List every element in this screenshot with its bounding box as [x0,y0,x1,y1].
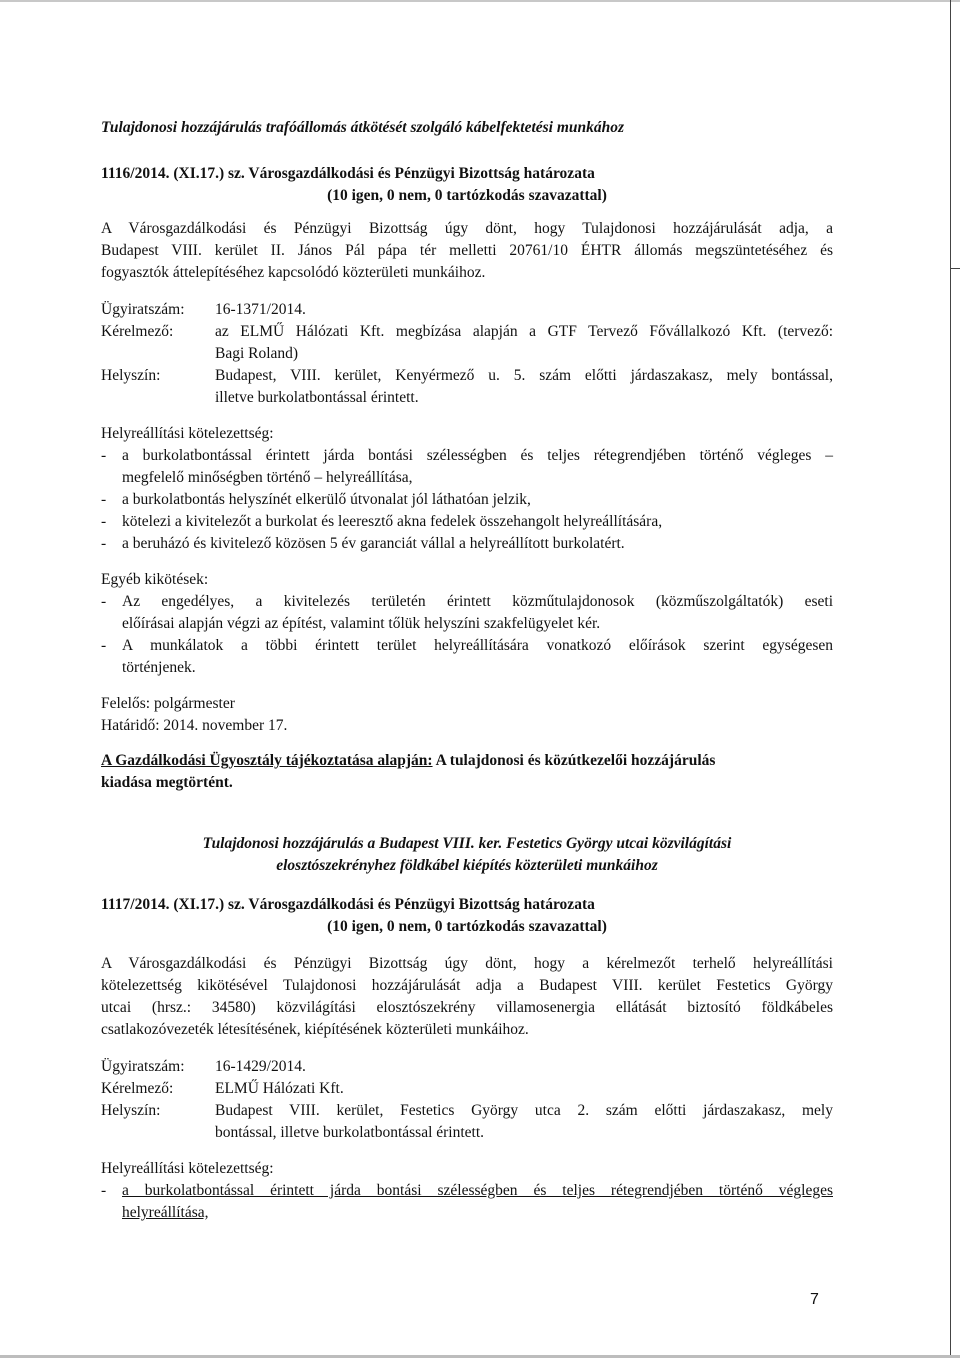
list-bullet: - [101,447,107,464]
section2-obligation-item: helyreállítása, [122,1204,209,1221]
list-bullet: - [101,637,107,654]
list-bullet: - [101,1182,107,1199]
section2-location: Budapest VIII. kerület, Festetics György utca 2. szám előtti járdaszakasz, mely [215,1102,833,1119]
section2-location-label: Helyszín: [101,1102,161,1119]
page-margin-tick [950,268,960,269]
section1-applicant: az ELMŰ Hálózati Kft. megbízása alapján a GTF Tervező Fővállalkozó Kft. (tervező: [215,323,833,340]
section1-vote: (10 igen, 0 nem, 0 tartózkodás szavazattal) [327,187,607,204]
section1-heading: Tulajdonosi hozzájárulás trafóállomás átkötését szolgáló kábelfektetési munkához [101,119,625,136]
section1-obligation-item: a burkolatbontással érintett járda bontási szélességben és teljes rétegrendjében történő végleges – [122,447,833,464]
section2-decision-title: 1117/2014. (XI.17.) sz. Városgazdálkodási és Pénzügyi Bizottság határozata [101,896,595,913]
section2-heading: Tulajdonosi hozzájárulás a Budapest VIII. ker. Festetics György utcai közvilágítási [202,835,732,852]
section1-other-item: Az engedélyes, a kivitelezés területén érintett közműtulajdonosok (közműszolgáltatók) eseti [122,593,833,610]
section1-applicant: Bagi Roland) [215,345,299,362]
section1-case-number-label: Ügyiratszám: [101,301,185,318]
section1-obligation-item: megfelelő minőségben történő – helyreállítása, [122,469,413,486]
section2-body-line: kötelezettség kikötésével Tulajdonosi hozzájárulását adja a Budapest VIII. kerület Festetics György [101,977,833,994]
section2-vote: (10 igen, 0 nem, 0 tartózkodás szavazattal) [327,918,607,935]
section2-obligation-item: a burkolatbontással érintett járda bontási szélességben és teljes rétegrendjében történő végleges [122,1182,833,1199]
section1-applicant-label: Kérelmező: [101,323,174,340]
section1-obligation-item: kötelezi a kivitelezőt a burkolat és leeresztő akna fedelek összehangolt helyreállítására, [122,513,663,530]
section1-obligation-item: a beruházó és kivitelező közösen 5 év garanciát vállal a helyreállított burkolatért. [122,535,625,552]
list-bullet: - [101,593,107,610]
section1-info-text: A tulajdonosi és közútkezelői hozzájárulás [432,752,716,769]
section2-applicant: ELMŰ Hálózati Kft. [215,1080,344,1097]
page-number: 7 [810,1291,819,1308]
section1-body-line: Budapest VIII. kerület II. János Pál pápa tér melletti 20761/10 ÉHTR állomás megszüntetéséhez és [101,242,833,259]
section2-body-line: utcai (hrsz.: 34580) közvilágítási elosztószekrény villamosenergia ellátását biztosító földkábeles [101,999,833,1016]
section1-info-line2: kiadása megtörtént. [101,774,233,791]
section1-other-item: történjenek. [122,659,196,676]
section1-responsible: Felelős: polgármester [101,695,235,712]
section1-case-number: 16-1371/2014. [215,301,306,318]
section2-applicant-label: Kérelmező: [101,1080,174,1097]
scan-edge-top [0,0,960,2]
section2-body-line: csatlakozóvezeték létesítésének, kiépítésének közterületi munkáihoz. [101,1021,529,1038]
section1-location: Budapest, VIII. kerület, Kenyérmező u. 5. szám előtti járdaszakasz, mely bontással, [215,367,833,384]
list-bullet: - [101,535,107,552]
section1-other-item: előírásai alapján végzi az építést, valamint tőlük helyszíni szakfelügyelet kér. [122,615,601,632]
list-bullet: - [101,491,107,508]
list-bullet: - [101,513,107,530]
section1-location: illetve burkolatbontással érintett. [215,389,419,406]
section1-body-line: fogyasztók áttelepítéséhez kapcsolódó közterületi munkáihoz. [101,264,486,281]
section2-heading: elosztószekrényhez földkábel kiépítés közterületi munkáihoz [276,857,658,874]
section1-deadline: Határidő: 2014. november 17. [101,717,288,734]
section1-other-title: Egyéb kikötések: [101,571,209,588]
section1-info-source: A Gazdálkodási Ügyosztály tájékoztatása alapján: [101,752,433,769]
section2-case-number-label: Ügyiratszám: [101,1058,185,1075]
section1-other-item: A munkálatok a többi érintett terület helyreállítására vonatkozó előírások szerint egységesen [122,637,833,654]
section1-obligation-item: a burkolatbontás helyszínét elkerülő útvonalat jól láthatóan jelzik, [122,491,531,508]
section1-location-label: Helyszín: [101,367,161,384]
section2-body-line: A Városgazdálkodási és Pénzügyi Bizottság úgy dönt, hogy a kérelmezőt terhelő helyreállítási [101,955,833,972]
section2-obligation-title: Helyreállítási kötelezettség: [101,1160,274,1177]
section2-location: bontással, illetve burkolatbontással érintett. [215,1124,485,1141]
section1-info-line [101,750,833,772]
page-margin-rule [950,0,951,1358]
section2-case-number: 16-1429/2014. [215,1058,306,1075]
section1-obligation-title: Helyreállítási kötelezettség: [101,425,274,442]
section1-body-line: A Városgazdálkodási és Pénzügyi Bizottság úgy dönt, hogy Tulajdonosi hozzájárulását adja, a [101,220,833,237]
section1-decision-title: 1116/2014. (XI.17.) sz. Városgazdálkodási és Pénzügyi Bizottság határozata [101,165,595,182]
